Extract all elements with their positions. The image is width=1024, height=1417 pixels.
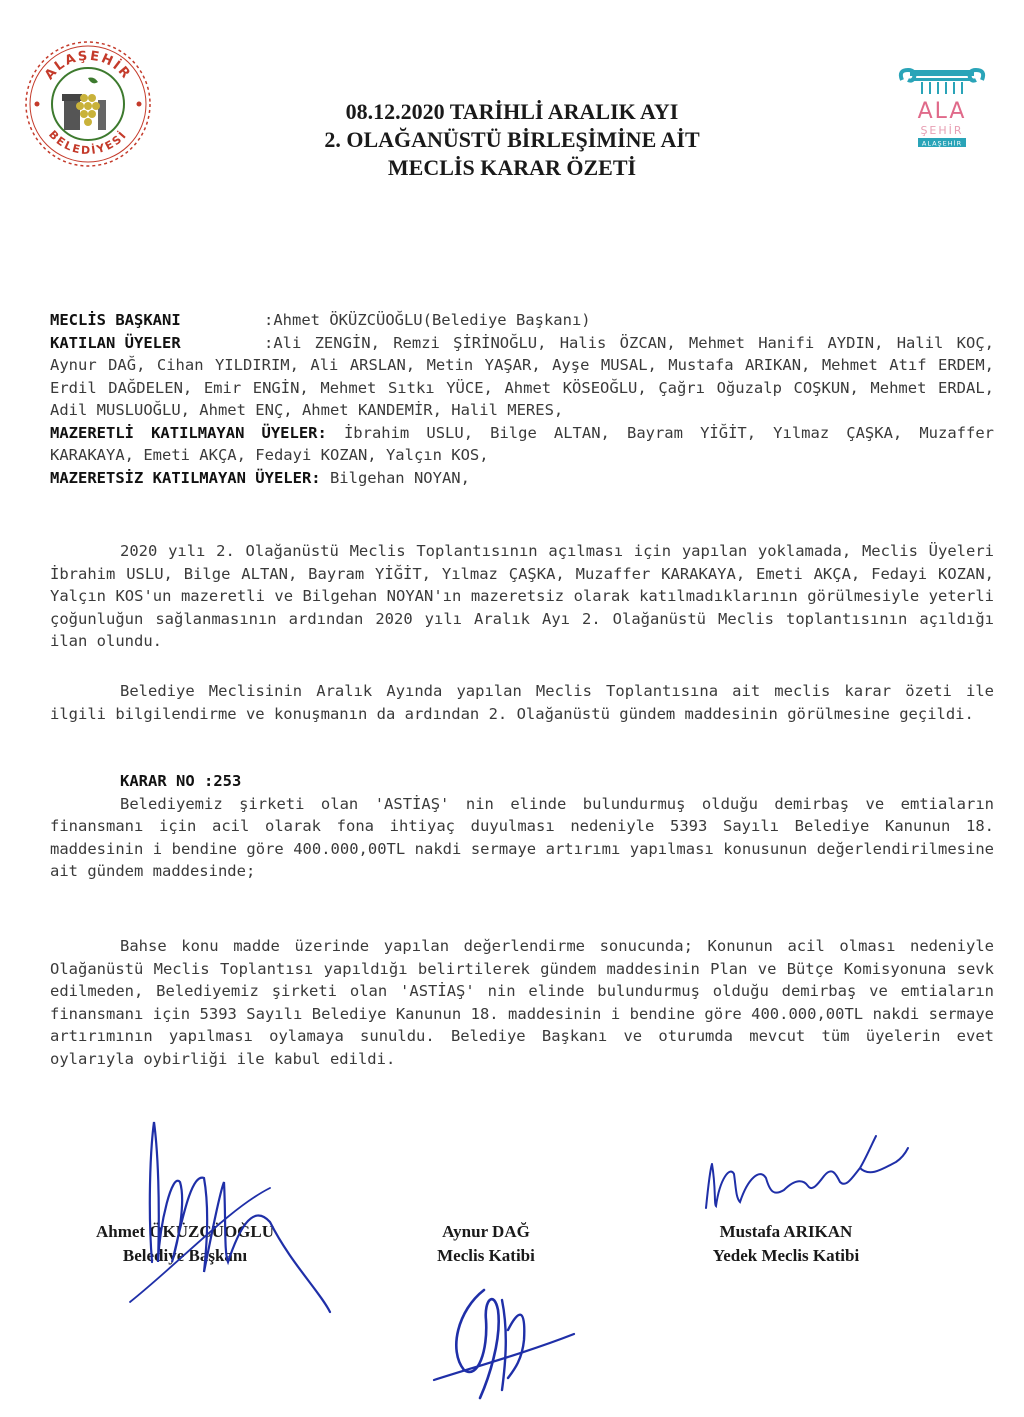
deputy-clerk-handwritten-signature [700, 1118, 912, 1210]
svg-text:ALA: ALA [917, 99, 967, 124]
svg-text:ALAŞEHİR: ALAŞEHİR [42, 48, 134, 83]
decision-number: KARAR NO :253 [120, 772, 242, 790]
signatory-name: Mustafa ARIKAN [719, 1222, 853, 1241]
svg-text:ALAŞEHİR: ALAŞEHİR [921, 139, 963, 148]
attending-row [50, 332, 994, 422]
svg-text:ŞEHİR: ŞEHİR [920, 124, 964, 137]
president-row [50, 309, 994, 332]
alasehir-brand-logo [896, 66, 988, 156]
svg-text:BELEDİYESİ: BELEDİYESİ [46, 127, 130, 158]
signatory-title: Belediye Başkanı [122, 1246, 248, 1265]
title-line-1: 08.12.2020 TARİHLİ ARALIK AYI [345, 99, 679, 124]
members-section [50, 309, 994, 489]
decision-result-paragraph: Bahse konu madde üzerinde yapılan değerlendirme sonucunda; Konunun acil olması nedeniyle Olağanüstü Meclis Toplantısı yapıldığı belirtilerek gündem maddesinin Plan ve Bütçe Komisyonuna sevk edilmeden, Belediyemiz şirketi olan 'ASTİAŞ' nin elinde bulundurmuş olduğu demirbaş ve emtiaların finansmanı için 5393 Sayılı Belediye Kanunun 18. maddesinin i bendine göre 400.000,00TL nakdi sermaye artırımının yapılması oylamaya sunuldu. Belediye Başkanı ve oturumda mevcut tüm üyelerin evet oylarıyla oybirliği ile kabul edildi. [50, 937, 994, 1068]
signature-block-president [64, 1220, 306, 1268]
attending-label: KATILAN ÜYELER [50, 333, 181, 352]
signatory-name: Aynur DAĞ [442, 1222, 530, 1241]
president-label: MECLİS BAŞKANI [50, 311, 181, 329]
briefing-paragraph: Belediye Meclisinin Aralık Ayında yapılan Meclis Toplantısına ait meclis karar özeti ile ilgili bilgilendirme ve konuşmanın da ardından 2. Olağanüstü gündem maddesinin görülmesine geçildi. [50, 682, 994, 723]
excused-value: İbrahim USLU, Bilge ALTAN, Bayram YİĞİT, Yılmaz ÇAŞKA, Muzaffer KARAKAYA, Emeti AKÇA, Fedayi KOZAN, Yalçın KOS, [50, 423, 995, 464]
president-handwritten-signature [120, 1112, 350, 1322]
signature-block-clerk [392, 1220, 580, 1268]
decision-section [50, 770, 994, 883]
title-line-2: 2. OLAĞANÜSTÜ BİRLEŞİMİNE AİT [324, 127, 700, 152]
signatory-title: Yedek Meclis Katibi [712, 1246, 860, 1265]
opening-paragraph: 2020 yılı 2. Olağanüstü Meclis Toplantısının açılması için yapılan yoklamada, Meclis Üyeleri İbrahim USLU, Bilge ALTAN, Bayram YİĞİT, Yılmaz ÇAŞKA, Muzaffer KARAKAYA, Emeti AKÇA, Fedayi KOZAN, Yalçın KOS'un mazeretli ve Bilgehan NOYAN'ın mazeretsiz olarak katılmadıklarının görülmesiyle yeterli çoğunluğun sağlanmasının ardından 2020 yılı Aralık Ayı 2. Olağanüstü Meclis toplantısının açıldığı ilan olundu. [50, 542, 994, 650]
signature-block-deputy-clerk [668, 1220, 904, 1268]
document-title [200, 98, 824, 182]
title-line-3: MECLİS KARAR ÖZETİ [387, 155, 637, 180]
unexcused-label: MAZERETSİZ KATILMAYAN ÜYELER: [50, 468, 321, 487]
excused-row [50, 422, 994, 467]
president-value: :Ahmet ÖKÜZCÜOĞLU(Belediye Başkanı) [264, 311, 591, 329]
decision-agenda-text: Belediyemiz şirketi olan 'ASTİAŞ' nin elinde bulundurmuş olduğu demirbaş ve emtiaların finansmanı için acil olarak fona ihtiyaç duyulması nedeniyle 5393 Sayılı Belediye Kanunun 18. maddesinin i bendine göre 400.000,00TL nakdi sermaye artırımı yapılması konusunun değerlendirilmesine ait gündem maddesinde; [50, 794, 994, 880]
excused-label: MAZERETLİ KATILMAYAN ÜYELER: [50, 423, 327, 442]
unexcused-value: Bilgehan NOYAN, [320, 468, 470, 487]
municipality-seal-logo [22, 38, 154, 170]
unexcused-row [50, 467, 994, 490]
signatory-name: Ahmet ÖKÜZCÜOĞLU [95, 1222, 275, 1241]
signatory-title: Meclis Katibi [437, 1246, 535, 1265]
attending-value: :Ali ZENGİN, Remzi ŞİRİNOĞLU, Halis ÖZCAN, Mehmet Hanifi AYDIN, Halil KOÇ, Aynur DAĞ, Cihan YILDIRIM, Ali ARSLAN, Metin YAŞAR, Ayşe MUSAL, Mustafa ARIKAN, Mehmet Atıf ERDEM, Erdil DAĞDELEN, Emir ENGİN, Mehmet Sıtkı YÜCE, Ahmet KÖSEOĞLU, Çağrı Oğuzalp COŞKUN, Mehmet ERDAL, Adil MUSLUOĞLU, Ahmet ENÇ, Ahmet KANDEMİR, Halil MERES, [50, 333, 994, 419]
clerk-handwritten-signature [428, 1270, 578, 1405]
